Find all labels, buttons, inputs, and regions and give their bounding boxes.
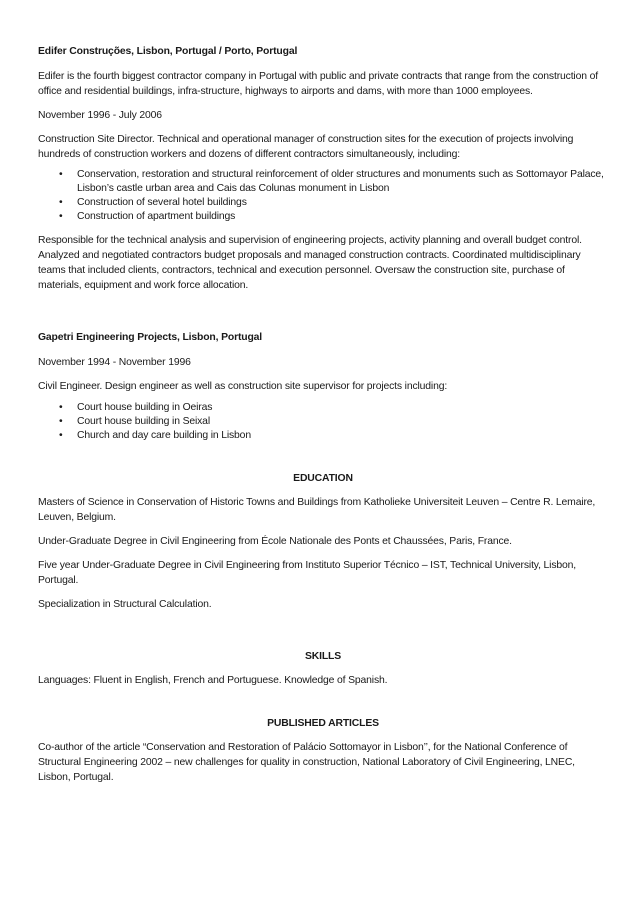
- list-item-text: Court house building in Oeiras: [77, 402, 213, 413]
- bullet-icon: •: [59, 211, 63, 222]
- list-item-text: Construction of several hotel buildings: [77, 197, 247, 208]
- job-dates: November 1996 - July 2006: [38, 110, 162, 121]
- education-item: Masters of Science in Conservation of Historic Towns and Buildings from Katholieke Universiteit Leuven – Centre R. Lemaire, Leuven, Belgium.: [38, 497, 596, 523]
- job-role: Construction Site Director. Technical and operational manager of construction sites for the execution of projects involving hundreds of construction workers and dozens of different contractors simultaneously, including:: [38, 134, 574, 160]
- list-item-text: Conservation, restoration and structural reinforcement of older structures and monuments such as Sottomayor Palace, Lisbon’s castle urban area and Cais das Colunas monument in Lisbon: [77, 169, 604, 194]
- list-item: [38, 210, 608, 224]
- resume-page: [38, 44, 608, 794]
- project-list: [38, 168, 608, 224]
- education-item: Specialization in Structural Calculation.: [38, 599, 212, 610]
- education-section: [38, 471, 608, 612]
- section-spacer: [38, 697, 608, 716]
- job-edifer: [38, 44, 608, 293]
- job-gapetri: [38, 330, 608, 443]
- section-title: PUBLISHED ARTICLES: [267, 718, 379, 729]
- section-title: SKILLS: [304, 651, 342, 662]
- bullet-icon: •: [59, 169, 63, 180]
- section-title: EDUCATION: [293, 473, 353, 484]
- list-item: [38, 401, 608, 415]
- education-item: Five year Under-Graduate Degree in Civil Engineering from Instituto Superior Técnico – IST, Technical University, Lisbon, Portugal.: [38, 560, 577, 586]
- bullet-icon: •: [59, 197, 63, 208]
- section-spacer: [38, 452, 608, 471]
- job-heading: Gapetri Engineering Projects, Lisbon, Portugal: [38, 332, 263, 343]
- list-item-text: Court house building in Seixal: [77, 416, 210, 427]
- job-role: Civil Engineer. Design engineer as well as construction site supervisor for projects including:: [38, 381, 448, 392]
- bullet-icon: •: [59, 416, 63, 427]
- bullet-icon: •: [59, 402, 63, 413]
- list-item-text: Church and day care building in Lisbon: [77, 430, 251, 441]
- list-item: [38, 168, 608, 196]
- company-description: Edifer is the fourth biggest contractor company in Portugal with public and private contracts that range from the construction of office and residential buildings, infra-structure, highways to airports and dams, with more than 1000 employees.: [38, 71, 598, 97]
- article-text: Co-author of the article “Conservation and Restoration of Palácio Sottomayor in Lisbon’’, for the National Conference of Structural Engineering 2002 – new challenges for quality in construction, National Laboratory of Civil Engineering, LNEC, Lisbon, Portugal.: [38, 742, 575, 783]
- list-item: [38, 429, 608, 443]
- list-item: [38, 415, 608, 429]
- articles-section: [38, 716, 608, 785]
- section-spacer: [38, 302, 608, 330]
- job-responsibilities: Responsible for the technical analysis and supervision of engineering projects, activity planning and overall budget control. Analyzed and negotiated contractors budget proposals and managed construction contracts. Coordinated multidisciplinary teams that included clients, contractors, technical and execution personnel. Oversaw the construction site, purchase of materials, equipment and work force allocation.: [38, 235, 582, 291]
- skills-section: [38, 649, 608, 688]
- list-item: [38, 196, 608, 210]
- bullet-icon: •: [59, 430, 63, 441]
- skills-text: Languages: Fluent in English, French and Portuguese. Knowledge of Spanish.: [38, 675, 388, 686]
- project-list: [38, 401, 608, 443]
- education-item: Under-Graduate Degree in Civil Engineering from École Nationale des Ponts et Chaussées, Paris, France.: [38, 536, 512, 547]
- list-item-text: Construction of apartment buildings: [77, 211, 236, 222]
- section-spacer: [38, 621, 608, 649]
- job-heading: Edifer Construções, Lisbon, Portugal / Porto, Portugal: [38, 46, 298, 57]
- job-dates: November 1994 - November 1996: [38, 357, 191, 368]
